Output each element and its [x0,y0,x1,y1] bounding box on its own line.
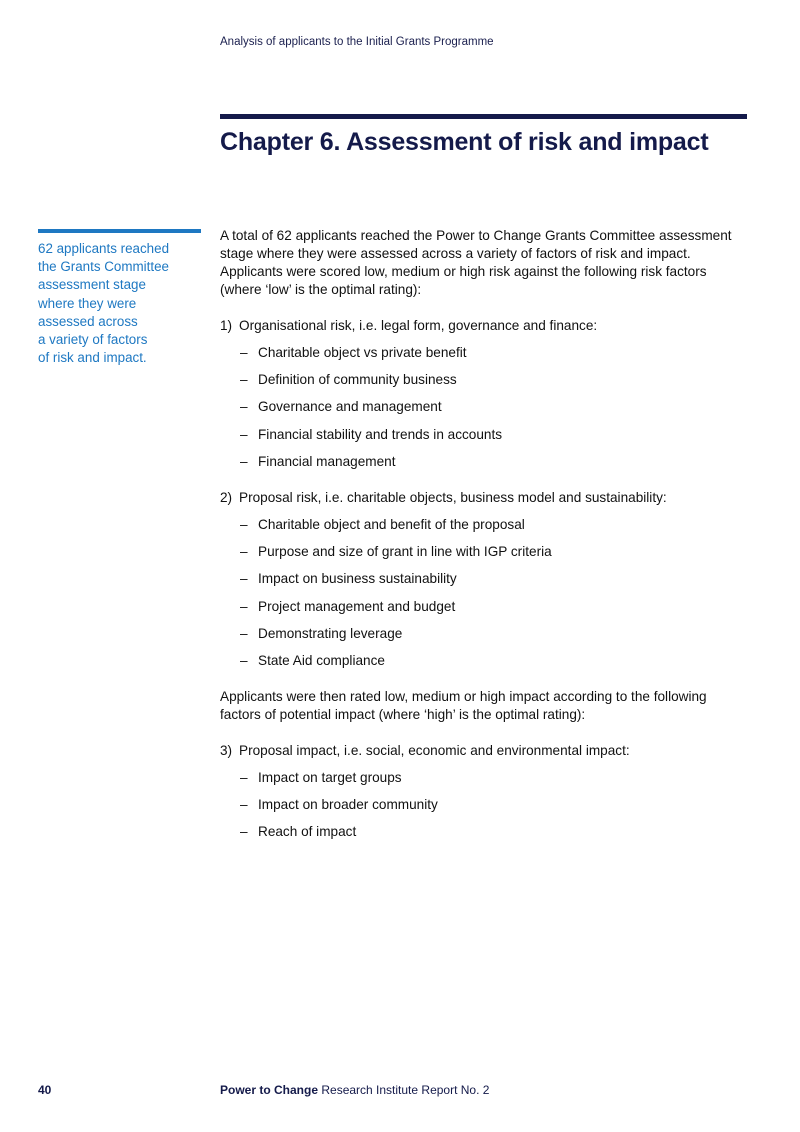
list-item [240,652,750,679]
list-item [240,398,750,425]
list-item [240,823,750,850]
dash-bullet: – [240,516,248,532]
list-item [240,543,750,570]
impact-paragraph: Applicants were then rated low, medium or high impact according to the following factors of potential impact (where ‘high’ is the optimal rating): [220,689,707,723]
list-number: 1) [220,318,233,333]
chapter-title: Chapter 6. Assessment of risk and impact [220,128,709,156]
list-item-text: Impact on business sustainability [258,571,457,587]
dash-bullet: – [240,372,248,388]
dash-bullet: – [240,544,248,560]
list-item-text: Governance and management [258,399,442,415]
list-item [240,769,750,796]
list-item-text: Financial management [258,453,396,469]
dash-bullet: – [240,598,248,614]
title-rule [220,114,747,119]
dash-bullet: – [240,453,248,469]
pullquote-line: a variety of factors [38,332,148,348]
list-item [240,344,750,371]
list-item [240,516,750,543]
list-item [240,371,750,398]
list-heading-proposal-impact [220,742,750,760]
dash-bullet: – [240,770,248,786]
dash-bullet: – [240,571,248,587]
intro-paragraph: A total of 62 applicants reached the Power to Change Grants Committee assessment stage where they were assessed across a variety of factors of risk and impact. Applicants were scored low, medium or high risk against the following risk factors (where ‘low’ is the optimal rating): [220,228,732,297]
dash-bullet: – [240,797,248,813]
dash-bullet: – [240,426,248,442]
list-item [240,426,750,453]
list-heading-text: Proposal risk, i.e. charitable objects, business model and sustainability: [239,489,667,505]
list-item-text: Purpose and size of grant in line with IGP criteria [258,544,552,560]
pullquote-line: 62 applicants reached [38,241,170,256]
list-item [240,598,750,625]
list-item-text: Definition of community business [258,372,457,388]
list-item-text: Reach of impact [258,824,357,840]
list-item-text: Impact on broader community [258,797,438,813]
list-item [240,625,750,652]
organisational-risk-list [220,344,750,480]
list-heading-organisational-risk [220,317,750,335]
list-number: 3) [220,743,233,759]
running-header: Analysis of applicants to the Initial Grants Programme [220,36,494,48]
dash-bullet: – [240,345,248,360]
list-heading-proposal-risk [220,489,750,507]
pullquote-line: the Grants Committee [38,259,169,275]
dash-bullet: – [240,399,248,415]
proposal-impact-list [220,769,750,851]
page-number: 40 [38,1083,52,1097]
list-heading-text: Proposal impact, i.e. social, economic and environmental impact: [239,743,630,759]
list-item [240,796,750,823]
list-number: 2) [220,489,233,505]
pullquote-line: of risk and impact. [38,350,147,366]
pullquote-rule [38,229,201,233]
body-text [220,227,750,860]
list-item [240,453,750,480]
footer-report: Research Institute Report No. 2 [318,1083,490,1097]
list-item-text: Charitable object vs private benefit [258,345,467,360]
pullquote-line: where they were [38,295,137,311]
pullquote [38,240,203,367]
list-item-text: Project management and budget [258,598,456,614]
footer-report-title [220,1083,489,1097]
proposal-risk-list [220,516,750,679]
list-item [240,570,750,597]
footer-brand: Power to Change [220,1083,319,1097]
list-item-text: State Aid compliance [258,652,385,668]
list-item-text: Demonstrating leverage [258,625,403,641]
pullquote-line: assessed across [38,313,138,329]
list-heading-text: Organisational risk, i.e. legal form, governance and finance: [239,318,598,333]
list-item-text: Charitable object and benefit of the proposal [258,516,525,532]
dash-bullet: – [240,652,248,668]
dash-bullet: – [240,625,248,641]
dash-bullet: – [240,824,248,840]
list-item-text: Impact on target groups [258,770,402,786]
list-item-text: Financial stability and trends in accounts [258,426,503,442]
pullquote-line: assessment stage [38,277,146,293]
